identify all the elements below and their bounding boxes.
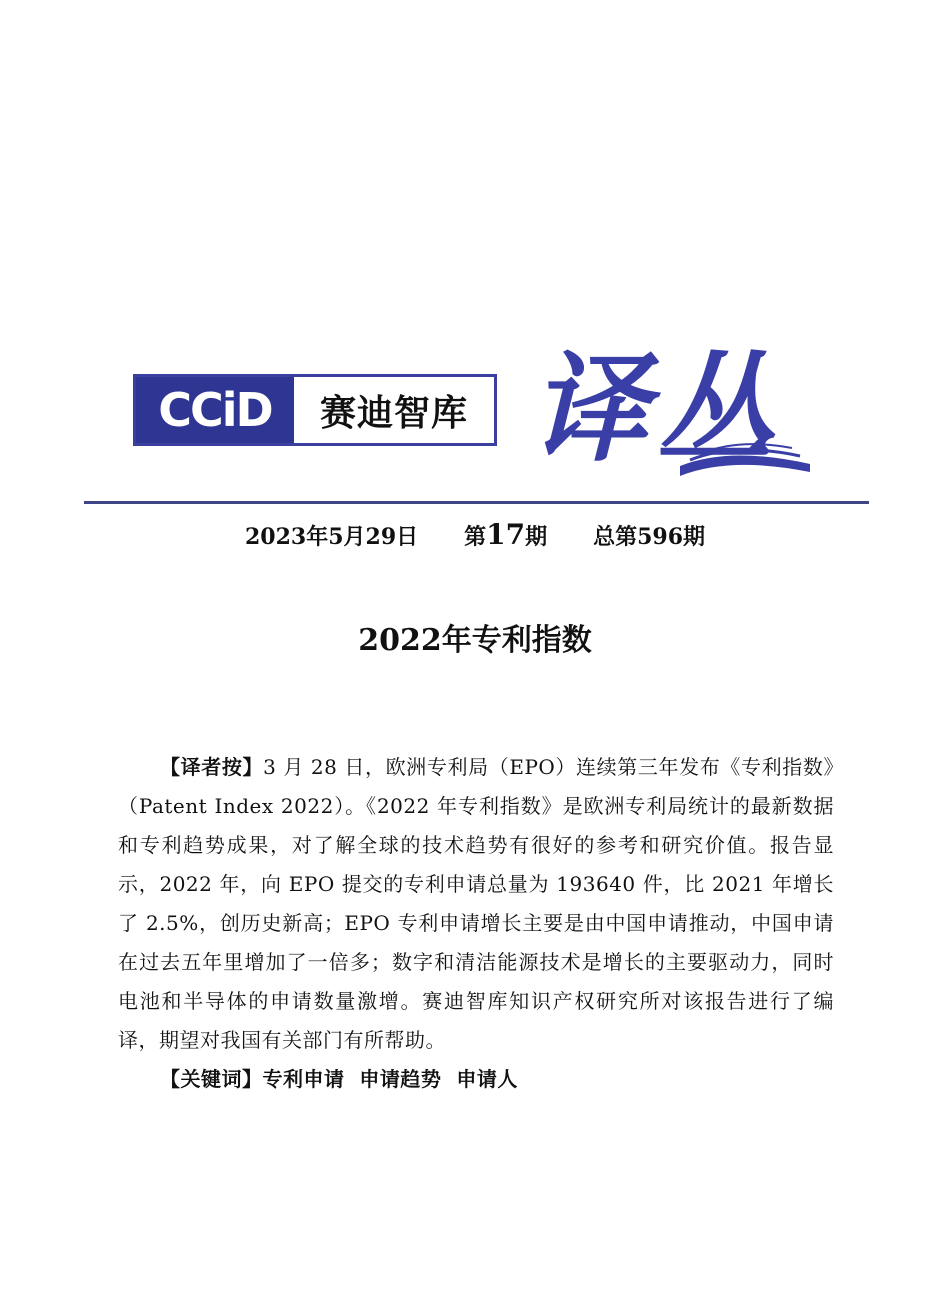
abstract-paragraph (118, 748, 834, 1060)
issue-number-suffix: 期 (525, 524, 548, 550)
issue-number-prefix: 第 (464, 524, 487, 550)
document-body (118, 748, 834, 1099)
issue-number: 17 (486, 518, 526, 551)
issue-info (0, 518, 950, 551)
logo-ccid-mark: CCiD (136, 377, 294, 443)
keywords-label: 【关键词】 (160, 1067, 263, 1091)
keywords-text: 专利申请 申请趋势 申请人 (262, 1067, 518, 1091)
abstract-text: 3 月 28 日，欧洲专利局（EPO）连续第三年发布《专利指数》（Patent Index 2022）。《2022 年专利指数》是欧洲专利局统计的最新数据和专利趋势成果，对了解全球的技术趋势有很好的参考和研究价值。报告显示，2022 年，向 EPO 提交的专利申请总量为 193640 件，比 2021 年增长了 2.5%，创历史新高；EPO 专利申请增长主要是由中国申请推动，中国申请在过去五年里增加了一倍多；数字和清洁能源技术是增长的主要驱动力，同时电池和半导体的申请数量激增。赛迪智库知识产权研究所对该报告进行了编译，期望对我国有关部门有所帮助。 (118, 755, 835, 1052)
document-title: 2022年专利指数 (358, 623, 592, 658)
svg-text:译丛: 译丛 (530, 339, 783, 478)
book-icon (530, 338, 820, 488)
issue-total: 总第596期 (593, 524, 706, 550)
header-divider (84, 501, 869, 504)
keywords-paragraph (118, 1060, 834, 1099)
issue-date: 2023年5月29日 (244, 524, 419, 550)
abstract-label: 【译者按】 (160, 755, 264, 779)
ccid-logo (133, 374, 497, 446)
brand-title-yicong (530, 338, 820, 488)
logo-chinese-name: 赛迪智库 (319, 392, 468, 434)
